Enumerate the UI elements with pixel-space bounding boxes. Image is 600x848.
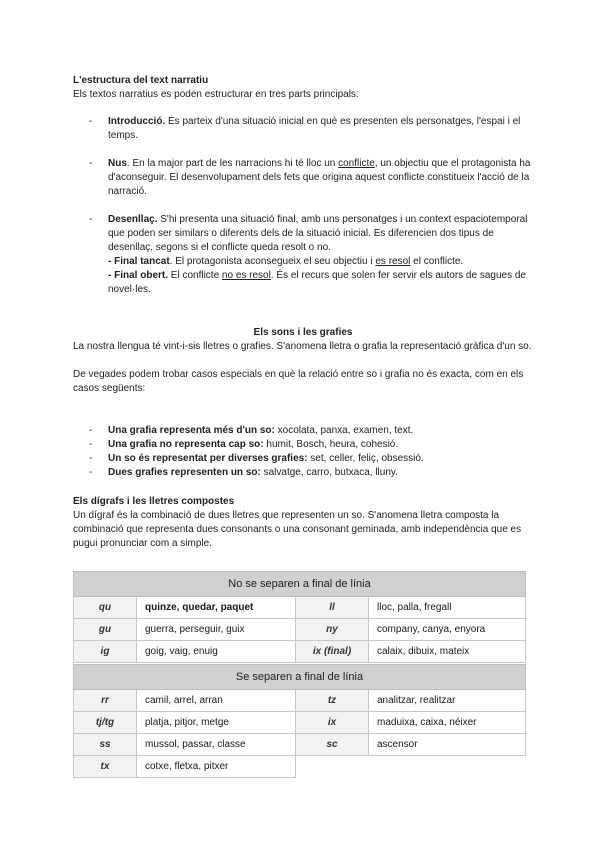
digraph-cell: ny	[296, 619, 369, 641]
empty-cell	[296, 756, 369, 778]
digraph-cell: qu	[74, 597, 137, 619]
table-row	[74, 690, 526, 712]
section-intro: Els textos narratius es poden estructurar en tres parts principals:	[73, 89, 359, 100]
digraph-cell: ss	[74, 734, 137, 756]
list-item	[73, 213, 533, 297]
term: Una grafia no representa cap so:	[108, 439, 264, 450]
examples-cell: goig, vaig, enuig	[137, 641, 296, 663]
section-title: Els sons i les grafies	[253, 327, 353, 338]
paragraph: De vegades podem trobar casos especials en què la relació entre so i grafia no és exacta, com en els casos següents:	[73, 369, 524, 394]
examples-cell: lloc, palla, fregall	[369, 597, 526, 619]
term: Una grafia representa més d'un so:	[108, 425, 275, 436]
table-header: Se separen a final de línia	[74, 665, 526, 690]
examples-cell: quinze, quedar, paquet	[137, 597, 296, 619]
subterm: - Final tancat	[108, 256, 170, 267]
examples-cell: calaix, dibuix, mateix	[369, 641, 526, 663]
digraph-cell: tz	[296, 690, 369, 712]
list-item	[73, 452, 533, 466]
digraph-cell: tx	[74, 756, 137, 778]
table-row	[74, 597, 526, 619]
item-text: xocolata, panxa, examen, text.	[274, 425, 414, 436]
digraph-cell: ix (final)	[296, 641, 369, 663]
examples-cell: company, canya, enyora	[369, 619, 526, 641]
section-digraphs	[73, 495, 533, 551]
table-row	[74, 756, 526, 778]
term: Introducció.	[108, 116, 166, 127]
item-text: humit, Bosch, heura, cohesió.	[263, 439, 399, 450]
list-item	[73, 115, 533, 157]
underlined-word: es resol	[375, 256, 411, 267]
examples-cell: guerra, perseguir, guix	[137, 619, 296, 641]
digraph-cell: gu	[74, 619, 137, 641]
list-item	[73, 424, 533, 438]
examples-cell: platja, pitjor, metge	[137, 712, 296, 734]
section-narrative-structure	[73, 74, 533, 102]
subterm: - Final obert.	[108, 270, 168, 281]
table-row	[74, 619, 526, 641]
examples-cell: mussol, passar, classe	[137, 734, 296, 756]
digraph-cell: ig	[74, 641, 137, 663]
table-no-separate	[73, 571, 526, 663]
item-text: , un objectiu que el protagonista ha d'aconseguir. El desenvolupament dels fets que origina aquest conflicte constitueix l'acció de la narració.	[108, 158, 531, 197]
examples-cell: ascensor	[369, 734, 526, 756]
item-text: salvatge, carro, butxaca, lluny.	[260, 467, 398, 478]
item-text: El conflicte	[168, 270, 222, 281]
table-row	[74, 734, 526, 756]
term: Un so és representat per diverses grafies:	[108, 453, 308, 464]
examples-cell: maduixa, caixa, néixer	[369, 712, 526, 734]
paragraph: Un dígraf és la combinació de dues lletres que representen un so. S'anomena lletra composta la combinació que representa dues consonants o una consonant geminada, amb independència que es pugui pronunciar com a simple.	[73, 510, 522, 549]
list-item	[73, 466, 533, 480]
table-header: No se separen a final de línia	[74, 572, 526, 597]
underlined-word: conflicte	[338, 158, 375, 169]
section-title: Els dígrafs i les lletres compostes	[73, 496, 235, 507]
section-title: L'estructura del text narratiu	[73, 75, 209, 86]
examples-cell: camil, arrel, arran	[137, 690, 296, 712]
item-text: el conflicte.	[410, 256, 464, 267]
term: Desenllaç.	[108, 214, 158, 225]
term: Nus	[108, 158, 127, 169]
item-text: set, celler, feliç, obsessió.	[307, 453, 424, 464]
structure-list	[73, 115, 533, 297]
digraph-cell: tj/tg	[74, 712, 137, 734]
list-item	[73, 157, 533, 213]
item-text: S'hi presenta una situació final, amb uns personatges i un context espaciotemporal que poden ser similars o diferents dels de la situació inicial. Es diferencien dos tipus de desenllaç, segons si el conflicte queda resolt o no.	[108, 214, 528, 253]
item-text: . És el recurs que solen fer servir els autors de sagues de novel·les.	[108, 270, 526, 295]
examples-cell: cotxe, fletxa, pitxer	[137, 756, 296, 778]
item-text: . En la major part de les narracions hi té lloc un	[126, 158, 339, 169]
paragraph: La nostra llengua té vint-i-sis lletres o grafies. S'anomena lletra o grafia la representació gràfica d'un so.	[73, 341, 532, 352]
examples-cell: analitzar, realitzar	[369, 690, 526, 712]
term: Dues grafies representen un so:	[108, 467, 261, 478]
table-separate	[73, 664, 526, 778]
table-row	[74, 641, 526, 663]
graphies-list	[73, 424, 533, 480]
section-sounds-graphies	[73, 326, 533, 396]
digraph-cell: ll	[296, 597, 369, 619]
digraph-cell: rr	[74, 690, 137, 712]
digraph-cell: sc	[296, 734, 369, 756]
underlined-word: no es resol	[221, 270, 271, 281]
item-text: Es parteix d'una situació inicial en què es presenten els personatges, l'espai i el temps.	[108, 116, 521, 141]
list-item	[73, 438, 533, 452]
digraph-cell: ix	[296, 712, 369, 734]
empty-cell	[369, 756, 526, 778]
table-row	[74, 712, 526, 734]
item-text: . El protagonista aconsegueix el seu objectiu i	[169, 256, 376, 267]
